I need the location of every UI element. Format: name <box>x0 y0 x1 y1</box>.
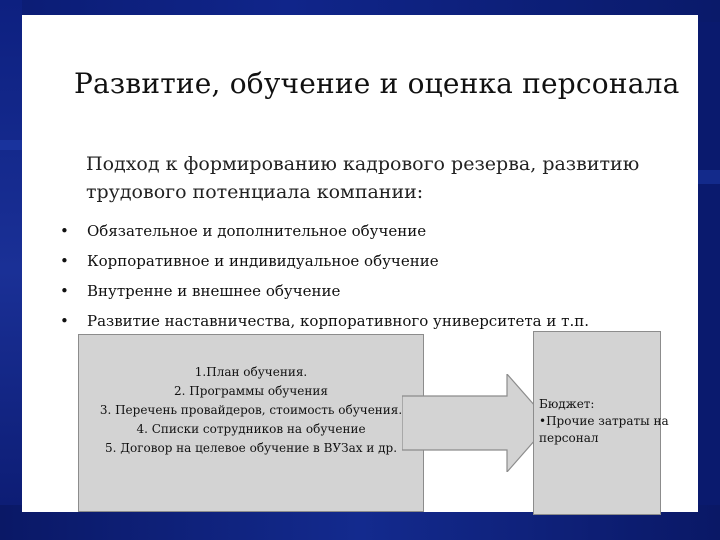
budget-text <box>539 396 669 447</box>
bullet-icon: • <box>60 252 69 270</box>
bullet-icon: • <box>60 312 69 330</box>
bullet-text: Развитие наставничества, корпоративного университета и т.п. <box>87 312 589 330</box>
budget-line: Бюджет: <box>539 397 595 411</box>
budget-line: персонал <box>539 431 599 445</box>
subtitle-line: трудового потенциала компании: <box>86 181 424 203</box>
training-plan-box <box>78 334 424 512</box>
training-plan-text <box>79 363 423 458</box>
bullet-item <box>60 252 680 282</box>
slide-subtitle <box>86 150 646 206</box>
training-plan-line: 3. Перечень провайдеров, стоимость обучения. <box>99 403 403 417</box>
training-plan-line: 5. Договор на целевое обучение в ВУЗах и др. <box>104 441 398 455</box>
bullet-list <box>60 222 680 342</box>
bullet-text: Корпоративное и индивидуальное обучение <box>87 252 439 270</box>
bullet-text: Обязательное и дополнительное обучение <box>87 222 427 240</box>
slide-title: Развитие, обучение и оценка персонала <box>74 67 680 100</box>
right-arrow-icon <box>402 374 554 472</box>
budget-line: •Прочие затраты на <box>539 414 669 428</box>
training-plan-line: 4. Списки сотрудников на обучение <box>136 422 366 436</box>
training-plan-line: 2. Программы обучения <box>174 384 328 398</box>
bullet-icon: • <box>60 282 69 300</box>
bullet-item <box>60 282 680 312</box>
budget-box <box>533 331 669 515</box>
slide-canvas <box>22 15 698 512</box>
subtitle-line: Подход к формированию кадрового резерва, развитию <box>86 153 640 175</box>
bullet-text: Внутренне и внешнее обучение <box>87 282 341 300</box>
bullet-item <box>60 222 680 252</box>
training-plan-line: 1.План обучения. <box>194 365 308 379</box>
background-band-left <box>0 0 22 540</box>
bullet-icon: • <box>60 222 69 240</box>
